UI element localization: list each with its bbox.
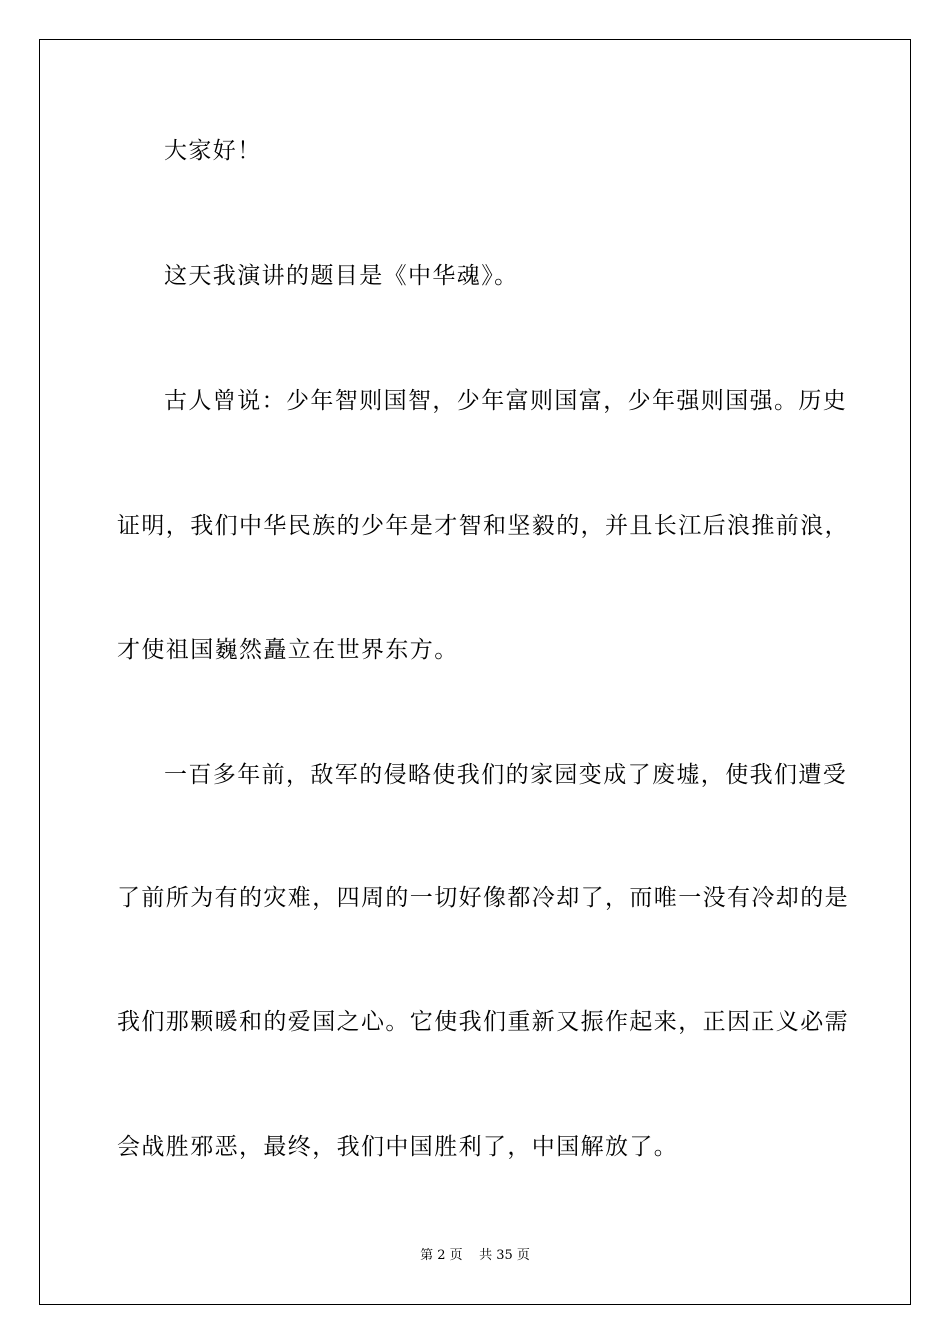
text-line: 才使祖国巍然矗立在世界东方。 [117,637,459,663]
text-line: 这天我演讲的题目是《中华魂》。 [164,263,519,289]
text-line: 我们那颗暖和的爱国之心。它使我们重新又振作起来，正因正义必需 [117,1009,849,1035]
text-line: 会战胜邪恶，最终，我们中国胜利了，中国解放了。 [117,1134,679,1160]
text-line: 一百多年前，敌军的侵略使我们的家园变成了废墟，使我们遭受 [164,762,848,788]
text-line: 了前所为有的灾难，四周的一切好像都冷却了，而唯一没有冷却的是 [117,885,849,911]
page-number-footer: 第 2 页 共 35 页 [420,1248,530,1263]
page-border [39,39,911,1305]
text-line: 大家好！ [164,138,262,164]
text-line: 证明，我们中华民族的少年是才智和坚毅的，并且长江后浪推前浪， [117,513,849,539]
text-line: 古人曾说：少年智则国智，少年富则国富，少年强则国强。历史 [164,388,848,414]
